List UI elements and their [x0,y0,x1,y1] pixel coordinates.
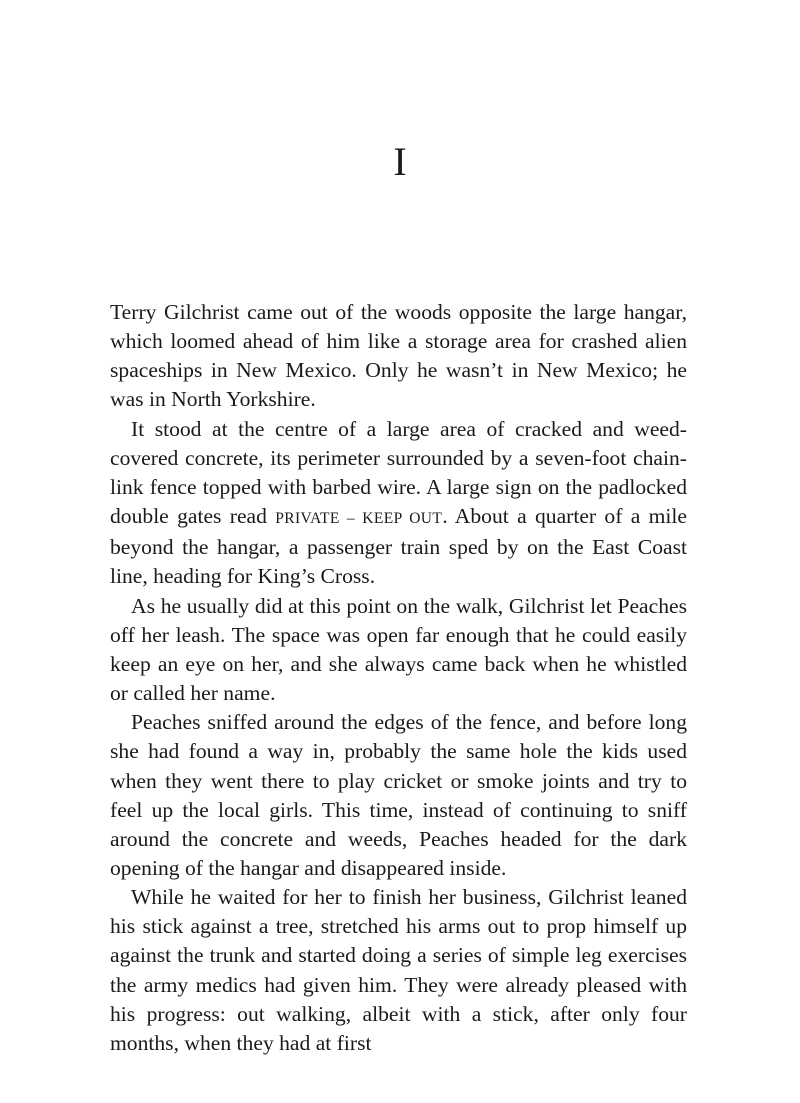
paragraph: Peaches sniffed around the edges of the fence, and before long she had found a way in, probably the same hole the kids used when they went there to play cricket or smoke joints and try to feel up the local girls. This time, instead of continuing to sniff around the concrete and weeds, Peaches headed for the dark opening of the hangar and disappeared inside. [110,710,687,880]
paragraph: As he usually did at this point on the walk, Gilchrist let Peaches off her leash. The space was open far enough that he could easily keep an eye on her, and she always came back when he whistled or called her name. [110,593,687,706]
paragraph-text: . About a quarter of a mile beyond the hangar, a passenger train sped by on the East Coast line, heading for King’s Cross. [110,504,687,589]
paragraph-text: It stood at the centre of a large area of cracked and weed-covered concrete, its perimeter surrounded by a seven-foot chain-link fence topped with barbed wire. A large sign on the padlocked double gates read [110,416,687,529]
paragraph: Terry Gilchrist came out of the woods opposite the large hangar, which loomed ahead of him like a storage area for crashed alien spaceships in New Mexico. Only he wasn’t in New Mexico; he was in North Yorkshire. [110,300,687,412]
sign-text: PRIVATE – KEEP OUT [275,510,443,528]
chapter-body [110,298,687,1058]
paragraph [110,415,687,592]
chapter-number: I [393,139,407,184]
paragraph: While he waited for her to finish her business, Gilchrist leaned his stick against a tree, stretched his arms out to prop himself up against the trunk and started doing a series of simple leg exercises the army medics had given him. They were already pleased with his progress: out walking, albeit with a stick, after only four months, when they had at first [110,885,687,1055]
